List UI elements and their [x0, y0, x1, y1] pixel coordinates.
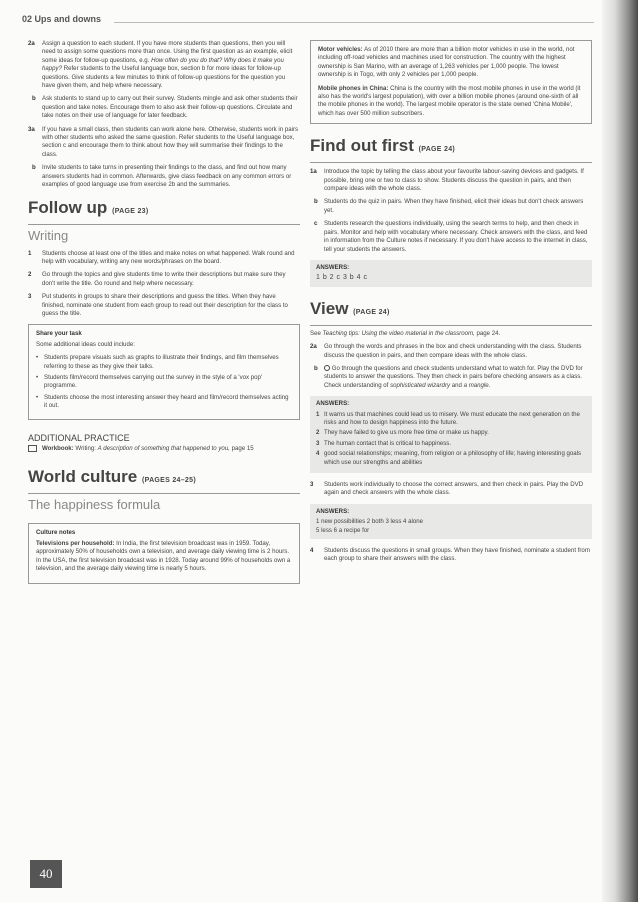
answer-row: 1 It warns us that machines could lead us to misery. We must educate the next generation on the risks and how to design happiness into the future. [316, 410, 580, 426]
unit-number: 02 [22, 14, 33, 24]
task-bullet: • Students choose the most interesting answer they heard and film/record themselves acting it out. [36, 394, 292, 411]
answers-box-view: ANSWERS: 1 It warns us that machines could lead us to misery. We must educate the next generation on the risks and how to design happiness into the future. 2 They have failed to give us more free time or make us happy. 3 The human contact that is critical to happiness. 4 good social relationships; meaning, from religion or a philosophy of life; having interesting goals which use our strengths and abilities [310, 396, 592, 473]
task-bullet: • Students prepare visuals such as graphs to illustrate their findings, and film themselves referring to these as they give their talks. [36, 354, 292, 371]
answers-box-view-3: ANSWERS: 1 new possibilities 2 both 3 less 4 alone 5 less 6 a recipe for [310, 504, 592, 539]
world-culture-heading: World culture (PAGES 24–25) [28, 467, 300, 494]
culture-notes-box: Culture notes Televisions per household: In India, the first television broadcast was in 1959. Today, approximately 50% of households own a television, and average daily viewing time is 2 hours. In the USA, the first television broadcast was in 1928. Today around 99% of households own a television, and the average daily viewing time is nearly 5 hours. [28, 523, 300, 584]
left-column [28, 40, 300, 592]
writing-step-2: 2 Go through the topics and give students time to write their descriptions but make sure they don't write the title. Go round and help where necessary. [28, 271, 286, 287]
find-step-1a: 1a Introduce the topic by telling the class about your favourite labour-saving devices and gadgets. If possible, bring one or two to class to show. Students discuss the question in pairs, and then compare ideas with the whole class. [310, 168, 584, 193]
right-column [310, 40, 592, 569]
view-step-4: 4 Students discuss the questions in small groups. When they have finished, nominate a student from each group to share their answers with the class. [310, 547, 590, 563]
writing-heading: Writing [28, 227, 69, 243]
teaching-tips-reference: See Teaching tips: Using the video material in the classroom, page 24. [310, 329, 501, 337]
dvd-icon [324, 365, 330, 371]
unit-title: Ups and downs [34, 14, 102, 24]
header-rule [114, 22, 594, 23]
share-task-box: Share your task Some additional ideas could include: • Students prepare visuals such as graphs to illustrate their findings, and film themselves referring to these as they give their talks. • Students film/record themselves carrying out the survey in the style of a 'vox pop' programme. • Students choose the most interesting answer they heard and film/record themselves acting it out. [28, 324, 300, 419]
answer-row: 4 good social relationships; meaning, from religion or a philosophy of life; having interesting goals which use our strengths and abilities [316, 450, 582, 466]
view-step-3: 3 Students work individually to choose the correct answers, and then check in pairs. Play the DVD again and check answers with the whole class. [310, 481, 584, 497]
view-step-2a: 2a Go through the words and phrases in the box and check understanding with the class. Students discuss the question in pairs, and then compare ideas with the whole class. [310, 343, 582, 359]
task-bullet: • Students film/record themselves carrying out the survey in the style of a 'vox pop' programme. [36, 374, 292, 391]
step-2b: b Ask students to stand up to carry out their survey. Students mingle and ask other students their question and take notes. Encourage them to also ask their follow-up questions. Circulate and take notes on their use of language for later feedback. [32, 95, 298, 120]
follow-up-heading: Follow up (PAGE 23) [28, 198, 300, 225]
additional-practice-heading: ADDITIONAL PRACTICE [28, 432, 130, 443]
writing-step-1: 1 Students choose at least one of the titles and make notes on what happened. Walk round and help with vocabulary, writing any new words/phrases on the board. [28, 249, 295, 265]
step-3b: b Invite students to take turns in presenting their findings to the class, and find out how many answers students had in common. Afterwards, give class feedback on any common errors or examples of good language use from exercise 2b and the summaries. [32, 164, 292, 189]
page-number: 40 [30, 860, 62, 888]
answer-row: 2 They have failed to give us more free time or make us happy. [316, 429, 489, 437]
running-header [22, 14, 602, 28]
step-2a: 2a Assign a question to each student. If you have more students than questions, then you will need to assign some questions more than once. Using the first question as an example, elicit some ideas for follow-up questions, e.g. How often do you do that? Why does it make you happy? Refer students to the Useful language box, section b for more ideas for follow-up questions. Give students a few minutes to think of follow-up questions for the question you have given them, and help where necessary. [28, 40, 293, 90]
find-step-1b: b Students do the quiz in pairs. When they have finished, elicit their ideas but don't check answers yet. [314, 198, 584, 214]
workbook-reference: Workbook: Writing: A description of something that happened to you, page 15 [28, 445, 300, 453]
find-out-first-heading: Find out first (PAGE 24) [310, 136, 592, 163]
happiness-formula-heading: The happiness formula [28, 497, 161, 513]
answer-row: 3 The human contact that is critical to happiness. [316, 439, 452, 447]
writing-step-3: 3 Put students in groups to share their descriptions and guess the titles. When they have finished, nominate one student from each group to read out their description for the class to guess the title. [28, 293, 288, 317]
answers-box-find: ANSWERS: 1 b 2 c 3 b 4 c [310, 260, 592, 287]
step-3a: 3a If you have a small class, then students can work alone here. Otherwise, students work in pairs with other students who asked the same question. Refer students to the Useful language box, section c and encourage them to think about how they will summarise their findings to the class. [28, 125, 299, 158]
view-step-2b: b Go through the questions and check students understand what to watch for. Play the DVD for students to answer the questions. They then check in pairs before checking answers as a class. Check understanding of sophisticated wizardry and a mangle. [314, 364, 583, 389]
culture-notes-continued-box: Motor vehicles: As of 2010 there are more than a billion motor vehicles in use in the world, not including off-road vehicles and machines used for construction. The country with the highest ownership is San Marino, with an average of 1,263 vehicles per 1,000 people. The lowest ownership is in Togo, with only 2 vehicles per 1,000 people. Mobile phones in China: China is the country with the most mobile phones in use in the world (it also has the world's largest population), with over a billion mobile phones (around one-sixth of all the mobile phones in the world). The largest mobile operator is the state owned 'China Mobile', which has over 500 million subscribers. [310, 40, 592, 124]
book-spine-shadow [602, 0, 638, 902]
find-step-1c: c Students research the questions individually, using the search terms to help, and then check in pairs. Monitor and help with vocabulary where necessary. Check answers with the class, and feed in information from the Culture notes if necessary. If you don't have access to the internet in class, tell your students the answers. [314, 220, 588, 253]
workbook-icon [28, 445, 37, 452]
view-heading: View (PAGE 24) [310, 299, 592, 326]
